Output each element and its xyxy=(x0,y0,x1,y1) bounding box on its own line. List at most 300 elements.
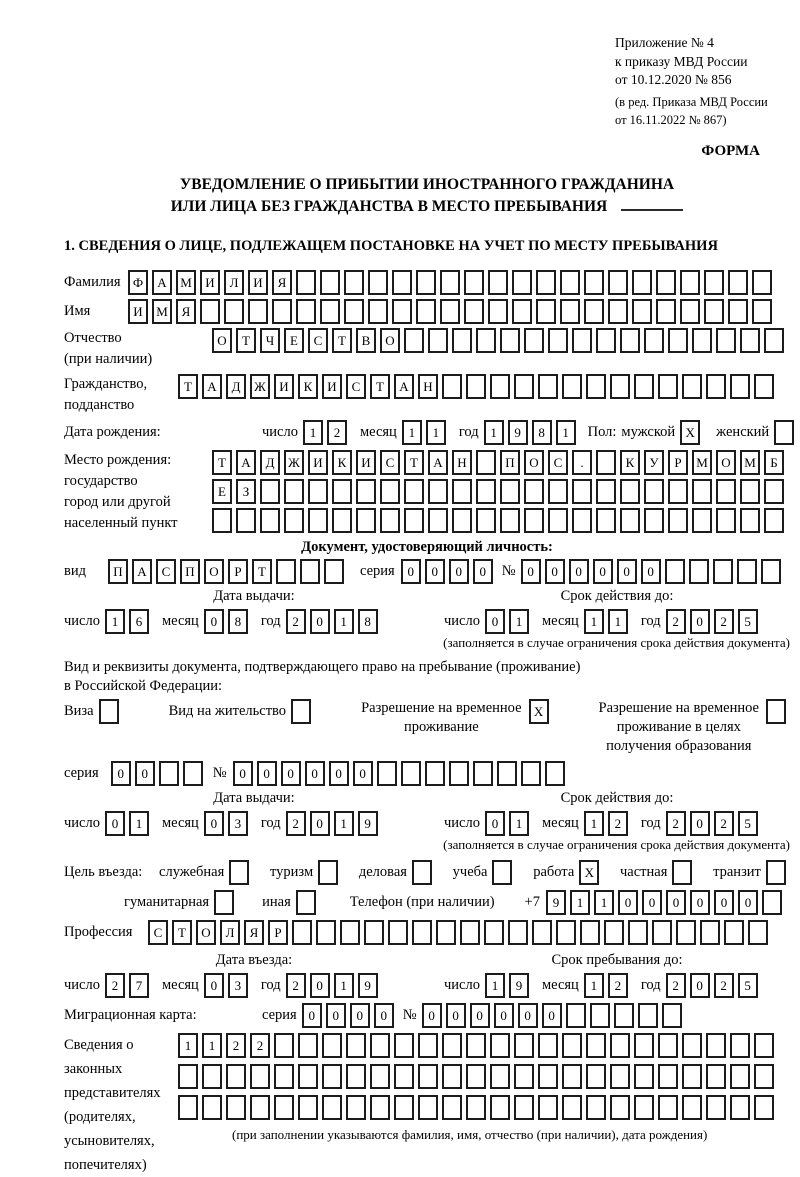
char-box[interactable] xyxy=(764,328,784,353)
char-box[interactable]: Т xyxy=(370,374,390,399)
char-box[interactable] xyxy=(476,328,496,353)
char-box[interactable]: 1 xyxy=(570,890,590,915)
char-box[interactable] xyxy=(656,299,676,324)
char-box[interactable]: Ф xyxy=(128,270,148,295)
char-box[interactable]: З xyxy=(236,479,256,504)
char-box[interactable]: 0 xyxy=(449,559,469,584)
char-box[interactable]: С xyxy=(308,328,328,353)
char-box[interactable] xyxy=(662,1003,682,1028)
char-box[interactable]: 0 xyxy=(281,761,301,786)
char-box[interactable]: 0 xyxy=(326,1003,346,1028)
char-box[interactable]: Я xyxy=(244,920,264,945)
char-box[interactable]: 2 xyxy=(286,609,306,634)
char-box[interactable]: 0 xyxy=(485,811,505,836)
char-box[interactable] xyxy=(370,1095,390,1120)
char-box[interactable] xyxy=(620,508,640,533)
char-box[interactable] xyxy=(706,1033,726,1058)
char-box[interactable]: 0 xyxy=(446,1003,466,1028)
char-box[interactable]: С xyxy=(148,920,168,945)
char-box[interactable]: 0 xyxy=(690,609,710,634)
char-box[interactable] xyxy=(449,761,469,786)
char-box[interactable] xyxy=(752,299,772,324)
char-box[interactable]: 1 xyxy=(334,973,354,998)
char-box[interactable] xyxy=(308,479,328,504)
char-box[interactable] xyxy=(274,1064,294,1089)
char-box[interactable]: 0 xyxy=(521,559,541,584)
char-box[interactable]: 8 xyxy=(228,609,248,634)
char-box[interactable] xyxy=(668,479,688,504)
char-box[interactable] xyxy=(562,374,582,399)
char-box[interactable] xyxy=(452,328,472,353)
char-box[interactable]: Т xyxy=(252,559,272,584)
char-box[interactable]: 1 xyxy=(594,890,614,915)
char-box[interactable] xyxy=(728,270,748,295)
char-box[interactable] xyxy=(610,1095,630,1120)
char-box[interactable] xyxy=(322,1064,342,1089)
char-box[interactable] xyxy=(346,1033,366,1058)
char-box[interactable] xyxy=(332,479,352,504)
char-box[interactable]: 9 xyxy=(358,811,378,836)
char-box[interactable] xyxy=(668,328,688,353)
char-box[interactable] xyxy=(356,479,376,504)
char-box[interactable] xyxy=(610,374,630,399)
char-box[interactable] xyxy=(560,299,580,324)
char-box[interactable] xyxy=(682,1033,702,1058)
char-box[interactable] xyxy=(250,1095,270,1120)
char-box[interactable] xyxy=(584,270,604,295)
char-box[interactable]: 0 xyxy=(350,1003,370,1028)
char-box[interactable] xyxy=(308,508,328,533)
char-box[interactable] xyxy=(762,890,782,915)
char-box[interactable]: К xyxy=(298,374,318,399)
char-box[interactable] xyxy=(716,479,736,504)
char-box[interactable] xyxy=(590,1003,610,1028)
char-box[interactable]: В xyxy=(356,328,376,353)
char-box[interactable]: 1 xyxy=(509,609,529,634)
char-box[interactable]: Е xyxy=(212,479,232,504)
char-box[interactable]: 2 xyxy=(666,609,686,634)
char-box[interactable]: 1 xyxy=(303,420,323,445)
char-box[interactable]: 0 xyxy=(204,811,224,836)
char-box[interactable] xyxy=(706,374,726,399)
char-box[interactable] xyxy=(556,920,576,945)
char-box[interactable]: Ч xyxy=(260,328,280,353)
char-box[interactable]: 3 xyxy=(228,811,248,836)
char-box[interactable] xyxy=(332,508,352,533)
char-box[interactable] xyxy=(394,1064,414,1089)
char-box[interactable]: А xyxy=(394,374,414,399)
char-box[interactable]: 1 xyxy=(426,420,446,445)
char-box[interactable] xyxy=(676,920,696,945)
char-box[interactable]: М xyxy=(152,299,172,324)
char-box[interactable] xyxy=(460,920,480,945)
char-box[interactable] xyxy=(740,328,760,353)
char-box[interactable] xyxy=(724,920,744,945)
char-box[interactable]: К xyxy=(620,450,640,475)
char-box[interactable] xyxy=(512,299,532,324)
char-box[interactable]: 0 xyxy=(135,761,155,786)
char-box[interactable] xyxy=(508,920,528,945)
char-box[interactable] xyxy=(692,479,712,504)
char-box[interactable] xyxy=(562,1064,582,1089)
char-box[interactable] xyxy=(737,559,757,584)
char-box[interactable] xyxy=(634,1064,654,1089)
char-box[interactable]: 0 xyxy=(690,890,710,915)
char-box[interactable] xyxy=(292,920,312,945)
char-box[interactable] xyxy=(370,1033,390,1058)
char-box[interactable] xyxy=(500,479,520,504)
checkbox-transit[interactable] xyxy=(766,860,786,885)
char-box[interactable] xyxy=(560,270,580,295)
char-box[interactable] xyxy=(572,479,592,504)
char-box[interactable]: Д xyxy=(226,374,246,399)
char-box[interactable]: 2 xyxy=(714,973,734,998)
char-box[interactable] xyxy=(284,508,304,533)
char-box[interactable] xyxy=(284,479,304,504)
char-box[interactable] xyxy=(226,1095,246,1120)
char-box[interactable] xyxy=(404,479,424,504)
char-box[interactable] xyxy=(562,1033,582,1058)
char-box[interactable] xyxy=(580,920,600,945)
char-box[interactable]: 0 xyxy=(593,559,613,584)
char-box[interactable]: 2 xyxy=(608,973,628,998)
char-box[interactable]: . xyxy=(572,450,592,475)
char-box[interactable] xyxy=(614,1003,634,1028)
char-box[interactable]: 7 xyxy=(129,973,149,998)
char-box[interactable] xyxy=(644,479,664,504)
char-box[interactable]: 1 xyxy=(584,811,604,836)
char-box[interactable]: 0 xyxy=(425,559,445,584)
char-box[interactable]: С xyxy=(156,559,176,584)
char-box[interactable] xyxy=(226,1064,246,1089)
char-box[interactable]: 2 xyxy=(250,1033,270,1058)
char-box[interactable]: А xyxy=(202,374,222,399)
char-box[interactable]: 0 xyxy=(617,559,637,584)
char-box[interactable] xyxy=(464,270,484,295)
char-box[interactable]: 0 xyxy=(641,559,661,584)
char-box[interactable]: И xyxy=(200,270,220,295)
char-box[interactable]: Е xyxy=(284,328,304,353)
char-box[interactable] xyxy=(658,1033,678,1058)
checkbox-residence-permit[interactable] xyxy=(291,699,311,724)
char-box[interactable] xyxy=(680,299,700,324)
char-box[interactable]: 0 xyxy=(666,890,686,915)
char-box[interactable] xyxy=(276,559,296,584)
char-box[interactable] xyxy=(730,1033,750,1058)
char-box[interactable] xyxy=(298,1064,318,1089)
char-box[interactable] xyxy=(596,479,616,504)
checkbox-work[interactable]: X xyxy=(579,860,599,885)
char-box[interactable]: 0 xyxy=(714,890,734,915)
char-box[interactable]: И xyxy=(322,374,342,399)
char-box[interactable]: 5 xyxy=(738,609,758,634)
char-box[interactable] xyxy=(490,374,510,399)
char-box[interactable]: 3 xyxy=(228,973,248,998)
char-box[interactable] xyxy=(298,1033,318,1058)
char-box[interactable]: 0 xyxy=(329,761,349,786)
char-box[interactable]: 9 xyxy=(546,890,566,915)
char-box[interactable] xyxy=(298,1095,318,1120)
char-box[interactable] xyxy=(692,328,712,353)
char-box[interactable] xyxy=(416,270,436,295)
char-box[interactable]: С xyxy=(346,374,366,399)
char-box[interactable]: 0 xyxy=(690,811,710,836)
char-box[interactable] xyxy=(562,1095,582,1120)
char-box[interactable] xyxy=(656,270,676,295)
char-box[interactable] xyxy=(466,1064,486,1089)
char-box[interactable] xyxy=(548,479,568,504)
char-box[interactable]: Т xyxy=(236,328,256,353)
char-box[interactable]: Р xyxy=(668,450,688,475)
char-box[interactable] xyxy=(248,299,268,324)
char-box[interactable] xyxy=(466,1095,486,1120)
char-box[interactable] xyxy=(730,1095,750,1120)
char-box[interactable]: 2 xyxy=(714,609,734,634)
char-box[interactable]: 1 xyxy=(334,609,354,634)
char-box[interactable] xyxy=(754,374,774,399)
char-box[interactable]: 0 xyxy=(422,1003,442,1028)
checkbox-temp-residence[interactable]: X xyxy=(529,699,549,724)
char-box[interactable] xyxy=(730,374,750,399)
char-box[interactable] xyxy=(596,508,616,533)
char-box[interactable] xyxy=(572,508,592,533)
checkbox-female[interactable] xyxy=(774,420,794,445)
char-box[interactable] xyxy=(344,299,364,324)
char-box[interactable]: 0 xyxy=(494,1003,514,1028)
char-box[interactable]: 0 xyxy=(233,761,253,786)
char-box[interactable] xyxy=(497,761,517,786)
char-box[interactable] xyxy=(500,328,520,353)
char-box[interactable] xyxy=(754,1064,774,1089)
char-box[interactable]: 1 xyxy=(402,420,422,445)
char-box[interactable]: 1 xyxy=(485,973,505,998)
char-box[interactable]: Я xyxy=(272,270,292,295)
char-box[interactable] xyxy=(682,1064,702,1089)
char-box[interactable] xyxy=(524,328,544,353)
char-box[interactable] xyxy=(586,374,606,399)
char-box[interactable] xyxy=(274,1033,294,1058)
char-box[interactable]: С xyxy=(380,450,400,475)
char-box[interactable]: Л xyxy=(224,270,244,295)
char-box[interactable] xyxy=(704,270,724,295)
char-box[interactable] xyxy=(392,299,412,324)
char-box[interactable] xyxy=(610,1033,630,1058)
char-box[interactable] xyxy=(716,328,736,353)
char-box[interactable] xyxy=(514,374,534,399)
char-box[interactable] xyxy=(442,1064,462,1089)
char-box[interactable] xyxy=(536,299,556,324)
char-box[interactable]: Б xyxy=(764,450,784,475)
char-box[interactable] xyxy=(548,328,568,353)
char-box[interactable] xyxy=(260,479,280,504)
char-box[interactable]: 0 xyxy=(518,1003,538,1028)
char-box[interactable] xyxy=(524,508,544,533)
char-box[interactable]: О xyxy=(212,328,232,353)
char-box[interactable] xyxy=(392,270,412,295)
char-box[interactable] xyxy=(514,1095,534,1120)
char-box[interactable]: 0 xyxy=(569,559,589,584)
char-box[interactable] xyxy=(488,299,508,324)
char-box[interactable] xyxy=(604,920,624,945)
char-box[interactable] xyxy=(740,479,760,504)
char-box[interactable] xyxy=(416,299,436,324)
char-box[interactable]: 1 xyxy=(334,811,354,836)
char-box[interactable] xyxy=(512,270,532,295)
char-box[interactable] xyxy=(704,299,724,324)
checkbox-tourism[interactable] xyxy=(318,860,338,885)
char-box[interactable] xyxy=(584,299,604,324)
char-box[interactable] xyxy=(322,1095,342,1120)
char-box[interactable] xyxy=(300,559,320,584)
char-box[interactable] xyxy=(440,270,460,295)
char-box[interactable]: 0 xyxy=(302,1003,322,1028)
char-box[interactable] xyxy=(538,1033,558,1058)
char-box[interactable]: 0 xyxy=(257,761,277,786)
char-box[interactable] xyxy=(202,1064,222,1089)
char-box[interactable]: Т xyxy=(172,920,192,945)
char-box[interactable]: У xyxy=(644,450,664,475)
checkbox-business[interactable] xyxy=(412,860,432,885)
char-box[interactable]: Т xyxy=(178,374,198,399)
char-box[interactable]: 0 xyxy=(310,609,330,634)
char-box[interactable] xyxy=(644,328,664,353)
checkbox-male[interactable]: X xyxy=(680,420,700,445)
char-box[interactable]: 0 xyxy=(310,811,330,836)
char-box[interactable] xyxy=(545,761,565,786)
char-box[interactable]: 9 xyxy=(358,973,378,998)
char-box[interactable]: 0 xyxy=(542,1003,562,1028)
char-box[interactable] xyxy=(608,270,628,295)
char-box[interactable] xyxy=(608,299,628,324)
char-box[interactable]: О xyxy=(524,450,544,475)
char-box[interactable] xyxy=(586,1095,606,1120)
char-box[interactable] xyxy=(514,1033,534,1058)
char-box[interactable]: 0 xyxy=(204,973,224,998)
char-box[interactable] xyxy=(370,1064,390,1089)
checkbox-official[interactable] xyxy=(229,860,249,885)
char-box[interactable] xyxy=(466,1033,486,1058)
char-box[interactable]: Т xyxy=(212,450,232,475)
char-box[interactable]: Ж xyxy=(284,450,304,475)
char-box[interactable] xyxy=(728,299,748,324)
char-box[interactable]: 0 xyxy=(310,973,330,998)
char-box[interactable]: С xyxy=(548,450,568,475)
char-box[interactable] xyxy=(548,508,568,533)
char-box[interactable] xyxy=(490,1095,510,1120)
char-box[interactable]: О xyxy=(716,450,736,475)
checkbox-temp-residence-education[interactable] xyxy=(766,699,786,724)
char-box[interactable]: 1 xyxy=(584,609,604,634)
char-box[interactable] xyxy=(620,479,640,504)
char-box[interactable] xyxy=(658,374,678,399)
char-box[interactable]: 2 xyxy=(286,973,306,998)
char-box[interactable]: 1 xyxy=(105,609,125,634)
char-box[interactable]: 0 xyxy=(374,1003,394,1028)
char-box[interactable] xyxy=(340,920,360,945)
checkbox-visa[interactable] xyxy=(99,699,119,724)
char-box[interactable] xyxy=(324,559,344,584)
char-box[interactable] xyxy=(377,761,397,786)
char-box[interactable] xyxy=(346,1064,366,1089)
checkbox-other[interactable] xyxy=(296,890,316,915)
char-box[interactable] xyxy=(476,450,496,475)
char-box[interactable] xyxy=(500,508,520,533)
char-box[interactable]: 1 xyxy=(509,811,529,836)
char-box[interactable] xyxy=(202,1095,222,1120)
char-box[interactable] xyxy=(748,920,768,945)
char-box[interactable]: 6 xyxy=(129,609,149,634)
char-box[interactable] xyxy=(183,761,203,786)
checkbox-private[interactable] xyxy=(672,860,692,885)
char-box[interactable] xyxy=(632,299,652,324)
char-box[interactable] xyxy=(596,450,616,475)
char-box[interactable]: 0 xyxy=(485,609,505,634)
char-box[interactable] xyxy=(250,1064,270,1089)
char-box[interactable] xyxy=(428,328,448,353)
char-box[interactable] xyxy=(368,299,388,324)
char-box[interactable] xyxy=(682,374,702,399)
char-box[interactable] xyxy=(412,920,432,945)
char-box[interactable] xyxy=(665,559,685,584)
char-box[interactable] xyxy=(490,1033,510,1058)
char-box[interactable]: И xyxy=(128,299,148,324)
char-box[interactable] xyxy=(296,299,316,324)
char-box[interactable] xyxy=(380,479,400,504)
char-box[interactable]: 9 xyxy=(508,420,528,445)
char-box[interactable] xyxy=(586,1064,606,1089)
char-box[interactable]: Т xyxy=(332,328,352,353)
char-box[interactable]: 5 xyxy=(738,973,758,998)
char-box[interactable] xyxy=(764,479,784,504)
char-box[interactable] xyxy=(316,920,336,945)
char-box[interactable] xyxy=(538,1064,558,1089)
char-box[interactable]: О xyxy=(196,920,216,945)
char-box[interactable] xyxy=(442,1095,462,1120)
char-box[interactable] xyxy=(224,299,244,324)
checkbox-study[interactable] xyxy=(492,860,512,885)
char-box[interactable]: И xyxy=(274,374,294,399)
char-box[interactable]: Я xyxy=(176,299,196,324)
char-box[interactable]: Н xyxy=(452,450,472,475)
char-box[interactable] xyxy=(322,1033,342,1058)
char-box[interactable]: Ж xyxy=(250,374,270,399)
char-box[interactable]: 0 xyxy=(738,890,758,915)
char-box[interactable] xyxy=(566,1003,586,1028)
char-box[interactable] xyxy=(440,299,460,324)
char-box[interactable]: 2 xyxy=(327,420,347,445)
char-box[interactable]: И xyxy=(248,270,268,295)
char-box[interactable] xyxy=(658,1064,678,1089)
char-box[interactable]: М xyxy=(692,450,712,475)
char-box[interactable] xyxy=(532,920,552,945)
char-box[interactable] xyxy=(425,761,445,786)
char-box[interactable]: А xyxy=(132,559,152,584)
char-box[interactable] xyxy=(754,1095,774,1120)
char-box[interactable] xyxy=(620,328,640,353)
char-box[interactable]: А xyxy=(236,450,256,475)
char-box[interactable] xyxy=(346,1095,366,1120)
char-box[interactable] xyxy=(740,508,760,533)
char-box[interactable] xyxy=(514,1064,534,1089)
char-box[interactable]: 1 xyxy=(608,609,628,634)
char-box[interactable]: 1 xyxy=(556,420,576,445)
char-box[interactable] xyxy=(521,761,541,786)
char-box[interactable]: 0 xyxy=(204,609,224,634)
char-box[interactable] xyxy=(320,270,340,295)
char-box[interactable] xyxy=(536,270,556,295)
char-box[interactable]: 2 xyxy=(105,973,125,998)
char-box[interactable] xyxy=(260,508,280,533)
